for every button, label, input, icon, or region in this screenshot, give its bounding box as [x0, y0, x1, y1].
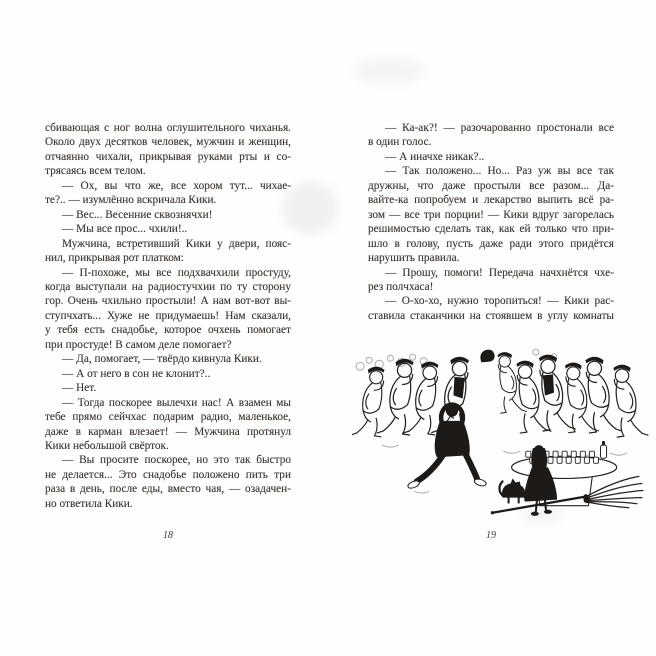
text-line: у тебя есть снадобье, которое очхень помогает: [45, 324, 291, 337]
text-line: — Нет.: [62, 382, 97, 395]
text-line: — Так положено... Но... Раз уж вы все так: [385, 165, 614, 178]
text-line: те?.. — изумлённо вскричала Кики.: [45, 194, 217, 207]
text-line: — А от него в сон не клонит?..: [62, 367, 211, 380]
text-line: зом — все три порции! — Кики вдруг загорелась: [368, 208, 614, 221]
text-line: отчаянно чихали, прикрывая руками рты и со-: [45, 150, 291, 163]
text-line: трясаясь всем телом.: [45, 165, 146, 178]
flying-boot: [480, 350, 494, 363]
text-line: Кики небольшой свёрток.: [45, 439, 169, 452]
bottle: [601, 441, 607, 458]
left-page-number: 18: [163, 530, 173, 541]
text-line: решимостью сделать так, как ей только что при-: [368, 223, 614, 236]
text-line: ставила стаканчики на стоявшем в углу комнаты: [368, 309, 614, 322]
text-line: в один голос.: [368, 136, 432, 149]
text-line: не делается... Это снадобье положено пить три: [45, 468, 291, 481]
text-line: тебе прямо сейчхас подарим радио, маленькое,: [45, 411, 291, 424]
text-line: — Тогда поскорее вылечхи нас! А взамен мы: [62, 396, 291, 409]
leaping-man: [407, 405, 487, 493]
text-line: Мужчина, встретивший Кики у двери, пояс-: [62, 237, 291, 250]
text-line: — Прошу, помоги! Передача начхнётся чхе-: [385, 266, 614, 279]
text-line: — Ка-ак?! — разочарованно простонали все: [385, 122, 614, 134]
text-line: при простуде! В самом деле помогает?: [45, 338, 232, 351]
text-line: дружны, что даже простыли все разом... Да-: [368, 179, 614, 192]
text-line: ступчхать... Хуже не придумаешь! Нам сказали,: [45, 309, 291, 322]
text-line: рез полчхаса!: [368, 280, 434, 293]
illustration-sneezing-crowd: [352, 348, 650, 524]
text-line: Около двух десятков человек, мужчин и женщин,: [45, 136, 291, 149]
cat-figure: [499, 478, 525, 502]
text-line: когда выступали на радиостучхии по ту сторону: [45, 280, 291, 293]
text-line: но ответила Кики.: [45, 497, 133, 510]
text-line: — Мы все прос... чхили!..: [62, 223, 188, 236]
scan-smudge: [352, 58, 426, 84]
text-line: — Да, помогает, — твёрдо кивнула Кики.: [62, 353, 262, 366]
right-page-number: 19: [486, 530, 496, 541]
text-line: даже в карман влезает! — Мужчина протянул: [45, 425, 291, 438]
text-line: — Вес... Весенние сквознячхи!: [62, 208, 213, 221]
left-page-text: [45, 121, 291, 511]
right-page-text: [368, 121, 614, 323]
text-line: — Вы просите поскорее, но это так быстро: [62, 454, 291, 467]
text-line: сбивающая с ног волна оглушительного чиханья.: [45, 122, 291, 134]
text-line: — П-похоже, мы все подхвачхили простуду,: [62, 266, 291, 279]
text-line: вайте-ка попробуем и лекарство выпить всё ра-: [368, 194, 614, 207]
text-line: нил, прикрывая рот платком:: [45, 252, 184, 265]
text-line: — Ох, вы что же, все хором тут... чихае-: [62, 179, 291, 192]
text-line: гор. Очень чхильно простыли! А нам вот-вот вы-: [45, 295, 291, 308]
text-line: нарушить правила.: [368, 252, 460, 265]
text-line: шло в голову, пусть даже ради этого придётся: [368, 237, 614, 250]
text-line: — А иначхе никак?..: [385, 150, 485, 163]
text-line: — О-хо-хо, нужно торопиться! — Кики рас-: [385, 295, 614, 308]
text-line: раза в день, после еды, вместо чая, — озадачен-: [45, 483, 291, 496]
illustration-drawing: [352, 348, 650, 524]
